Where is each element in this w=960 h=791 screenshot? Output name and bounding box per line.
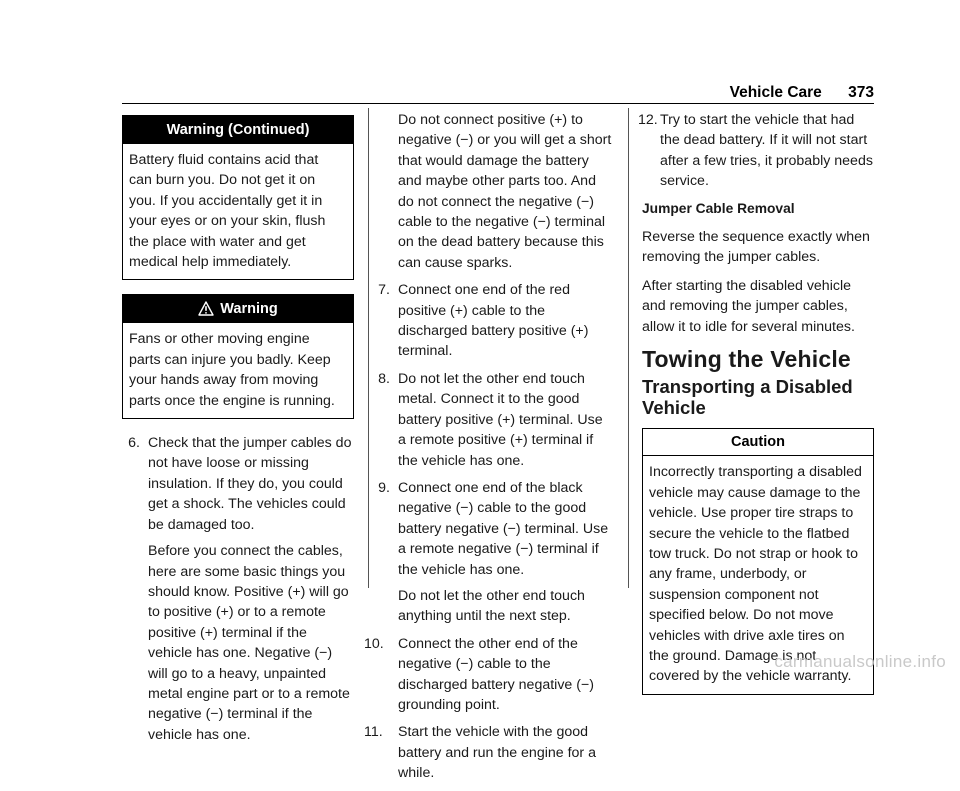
step-9-number: 9. [378, 479, 390, 496]
warning-continued-text: Battery fluid contains acid that can burn you. Do not get it on you. If you accidentally get it in your eyes or on your skin, flush the place with water and get medical help immediately. [129, 152, 326, 271]
step-6-number: 6. [128, 435, 140, 452]
column-2 [364, 110, 614, 791]
page-header [730, 84, 874, 102]
step-6-note: Before you connect the cables, here are some basic things you should know. Positive (+) will go to positive (+) or to a remote positive (+) terminal if the vehicle has one. Negative (−) will go to a heavy, unpainted metal engine part or to a remote negative (−) terminal if the vehicle has one. [148, 543, 350, 743]
header-rule [122, 103, 874, 104]
step-7-text: Connect one end of the red positive (+) cable to the discharged battery positive (+) terminal. [398, 282, 589, 360]
removal-paragraph-1: Reverse the sequence exactly when removing the jumper cables. [642, 229, 870, 266]
step-10-text: Connect the other end of the negative (−) cable to the discharged battery negative (−) grounding point. [398, 635, 594, 713]
watermark: carmanualsonline.info [774, 652, 946, 671]
step-11-number: 11. [364, 724, 383, 741]
step-11 [364, 722, 614, 783]
step-8-number: 8. [378, 370, 390, 387]
step-11-text: Start the vehicle with the good battery and run the engine for a while. [398, 724, 596, 782]
warning-continued-box [122, 115, 354, 280]
column-divider-1 [368, 108, 369, 588]
column-divider-2 [628, 108, 629, 588]
step-7 [374, 280, 614, 362]
step-9 [374, 478, 614, 627]
step-8 [374, 369, 614, 471]
warning-header [123, 295, 353, 323]
step-6 [122, 433, 354, 745]
step-9-text: Connect one end of the black negative (−) cable to the good battery negative (−) terminal. Use a remote negative (−) terminal if the vehicle has one. [398, 479, 609, 578]
warning-text: Fans or other moving engine parts can injure you badly. Keep your hands away from moving parts once the engine is running. [129, 331, 335, 409]
step-12 [638, 110, 874, 192]
step-10-number: 10. [364, 635, 384, 652]
jumper-cable-removal-heading: Jumper Cable Removal [642, 200, 795, 216]
step-6-continuation: Do not connect positive (+) to negative (−) or you will get a short that would damage the battery and maybe other parts too. And do not connect the negative (−) cable to the negative (−) terminal on the dead battery because this can cause sparks. [398, 112, 612, 271]
caution-title: Caution [643, 429, 873, 456]
warning-box [122, 294, 354, 419]
warning-title: Warning [220, 301, 278, 318]
step-12-number: 12. [638, 112, 658, 128]
transporting-heading: Transporting a Disabled Vehicle [642, 376, 853, 418]
step-10 [364, 634, 614, 716]
section-title: Vehicle Care [729, 84, 822, 101]
page-number: 373 [848, 84, 874, 101]
removal-paragraph-2: After starting the disabled vehicle and removing the jumper cables, allow it to idle for several minutes. [642, 277, 855, 335]
step-12-text: Try to start the vehicle that had the dead battery. If it will not start after a few tries, it probably needs service. [660, 112, 873, 190]
caution-text: Incorrectly transporting a disabled vehicle may cause damage to the vehicle. Use proper tire straps to secure the vehicle to the flatbed tow truck. Do not strap or hook to any frame, underbody, or suspension component not specified below. Do not move vehicles with drive axle tires on the ground. Damage is not covered by the vehicle warranty. [649, 464, 862, 685]
warning-continued-title: Warning (Continued) [123, 116, 353, 144]
column-3 [638, 110, 874, 695]
column-1 [122, 115, 354, 752]
step-9-note: Do not let the other end touch anything until the next step. [398, 587, 585, 625]
step-7-number: 7. [378, 282, 390, 299]
step-8-text: Do not let the other end touch metal. Connect it to the good battery positive (+) terminal. Use a remote positive (+) terminal if the vehicle has one. [398, 370, 603, 469]
warning-triangle-icon [198, 298, 214, 326]
towing-heading: Towing the Vehicle [642, 346, 851, 373]
step-6-text: Check that the jumper cables do not have loose or missing insulation. If they do, you could get a shock. The vehicles could be damaged too. [148, 435, 352, 533]
